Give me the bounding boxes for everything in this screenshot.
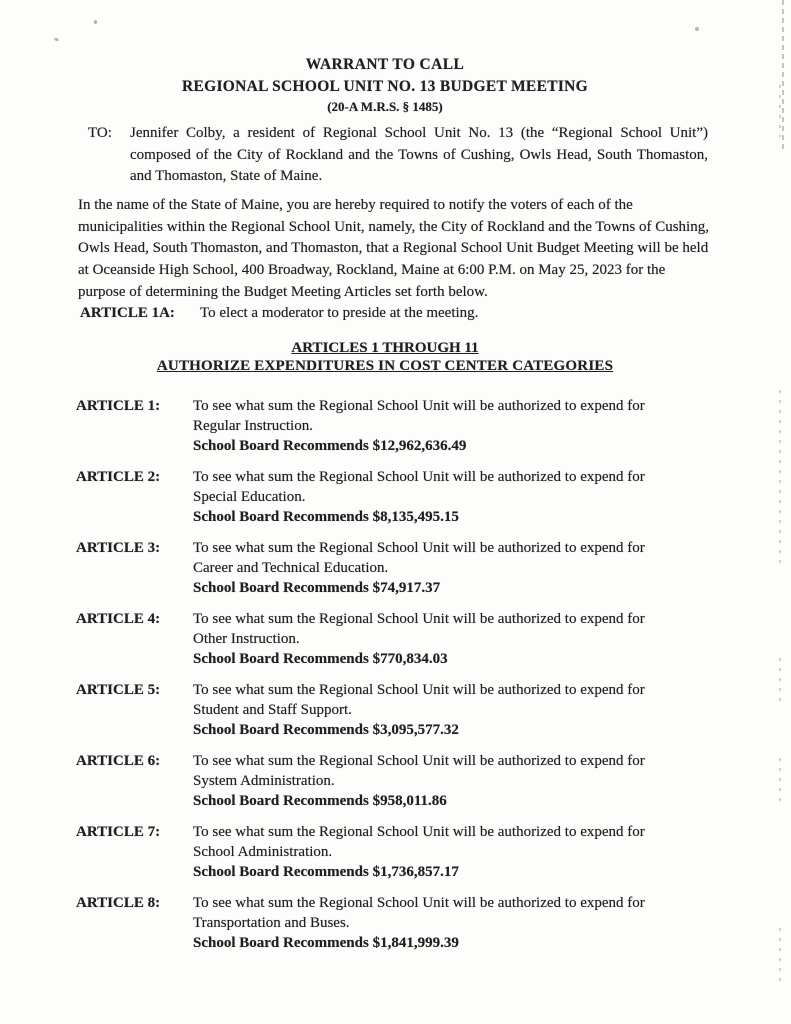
article-recommendation: School Board Recommends $74,917.37	[193, 580, 441, 596]
scan-edge-dashes	[779, 390, 781, 565]
article-label: ARTICLE 5:	[76, 682, 161, 698]
article-category: Transportation and Buses.	[193, 915, 350, 931]
article-intro-text: To see what sum the Regional School Unit will be authorized to expend for	[193, 540, 645, 556]
article-1a-row	[80, 303, 710, 323]
article-label: ARTICLE 1:	[76, 398, 161, 414]
article-intro-text: To see what sum the Regional School Unit will be authorized to expend for	[193, 398, 645, 414]
article-intro-text: To see what sum the Regional School Unit will be authorized to expend for	[193, 824, 645, 840]
article-category: Student and Staff Support.	[193, 702, 352, 718]
document-header	[70, 55, 700, 115]
article-recommendation: School Board Recommends $8,135,495.15	[193, 509, 459, 525]
document-title-line-1: WARRANT TO CALL	[305, 56, 465, 73]
scan-edge-dashes	[779, 928, 781, 988]
article-row-1	[76, 396, 710, 456]
section-heading-line-2: AUTHORIZE EXPENDITURES IN COST CENTER CATEGORIES	[156, 357, 614, 374]
scan-edge-dashes	[779, 85, 781, 137]
document-title-line-2: REGIONAL SCHOOL UNIT NO. 13 BUDGET MEETING	[181, 78, 589, 95]
article-body	[193, 609, 709, 669]
article-intro-text: To see what sum the Regional School Unit will be authorized to expend for	[193, 469, 645, 485]
article-recommendation: School Board Recommends $770,834.03	[193, 651, 448, 667]
article-label: ARTICLE 4:	[76, 611, 161, 627]
article-row-8	[76, 893, 710, 953]
articles-list	[76, 396, 710, 964]
article-1a-text: To elect a moderator to preside at the meeting.	[200, 305, 479, 321]
scan-edge-dashes	[779, 658, 781, 706]
article-category: System Administration.	[193, 773, 335, 789]
article-row-7	[76, 822, 710, 882]
article-label: ARTICLE 6:	[76, 753, 161, 769]
article-category: Career and Technical Education.	[193, 560, 389, 576]
article-row-2	[76, 467, 710, 527]
to-label: TO:	[88, 125, 112, 141]
article-body	[193, 538, 709, 598]
article-recommendation: School Board Recommends $1,841,999.39	[193, 935, 459, 951]
statute-citation: (20-A M.R.S. § 1485)	[327, 99, 443, 114]
article-intro-text: To see what sum the Regional School Unit will be authorized to expend for	[193, 682, 645, 698]
scan-speck	[94, 20, 97, 24]
article-body	[193, 467, 709, 527]
article-recommendation: School Board Recommends $958,011.86	[193, 793, 447, 809]
article-row-5	[76, 680, 710, 740]
article-body	[193, 822, 709, 882]
article-recommendation: School Board Recommends $1,736,857.17	[193, 864, 459, 880]
article-row-6	[76, 751, 710, 811]
intro-paragraph: In the name of the State of Maine, you are hereby required to notify the voters of each of the municipalities within the Regional School Unit, namely, the City of Rockland and the Towns of Cushing, Owls Head, South Thomaston, and Thomaston, that a Regional School Unit Budget Meeting will be held at Oceanside High School, 400 Broadway, Rockland, Maine at 6:00 P.M. on May 25, 2023 for the purpose of determining the Budget Meeting Articles set forth below.	[78, 197, 709, 300]
addressee-block	[88, 123, 708, 188]
article-row-3	[76, 538, 710, 598]
article-recommendation: School Board Recommends $12,962,636.49	[193, 438, 467, 454]
addressee-paragraph: Jennifer Colby, a resident of Regional School Unit No. 13 (the “Regional School Unit”) composed of the City of Rockland and the Towns of Cushing, Owls Head, South Thomaston, and Thomaston, State of Maine.	[130, 125, 708, 184]
article-label: ARTICLE 8:	[76, 895, 161, 911]
article-intro-text: To see what sum the Regional School Unit will be authorized to expend for	[193, 753, 645, 769]
article-intro-text: To see what sum the Regional School Unit will be authorized to expend for	[193, 611, 645, 627]
article-body	[193, 396, 709, 456]
article-category: School Administration.	[193, 844, 333, 860]
article-label: ARTICLE 3:	[76, 540, 161, 556]
article-intro-text: To see what sum the Regional School Unit will be authorized to expend for	[193, 895, 645, 911]
article-label: ARTICLE 7:	[76, 824, 161, 840]
article-1a-label: ARTICLE 1A:	[80, 305, 175, 321]
article-row-4	[76, 609, 710, 669]
article-body	[193, 893, 709, 953]
article-category: Other Instruction.	[193, 631, 300, 647]
section-heading	[70, 340, 700, 374]
scan-edge-dashes	[779, 758, 781, 806]
article-label: ARTICLE 2:	[76, 469, 161, 485]
scan-speck	[695, 27, 699, 31]
scan-speck	[54, 37, 60, 42]
article-category: Regular Instruction.	[193, 418, 313, 434]
article-recommendation: School Board Recommends $3,095,577.32	[193, 722, 459, 738]
article-body	[193, 680, 709, 740]
article-category: Special Education.	[193, 489, 306, 505]
scan-edge-line	[782, 0, 784, 150]
article-body	[193, 751, 709, 811]
section-heading-line-1: ARTICLES 1 THROUGH 11	[291, 340, 479, 356]
